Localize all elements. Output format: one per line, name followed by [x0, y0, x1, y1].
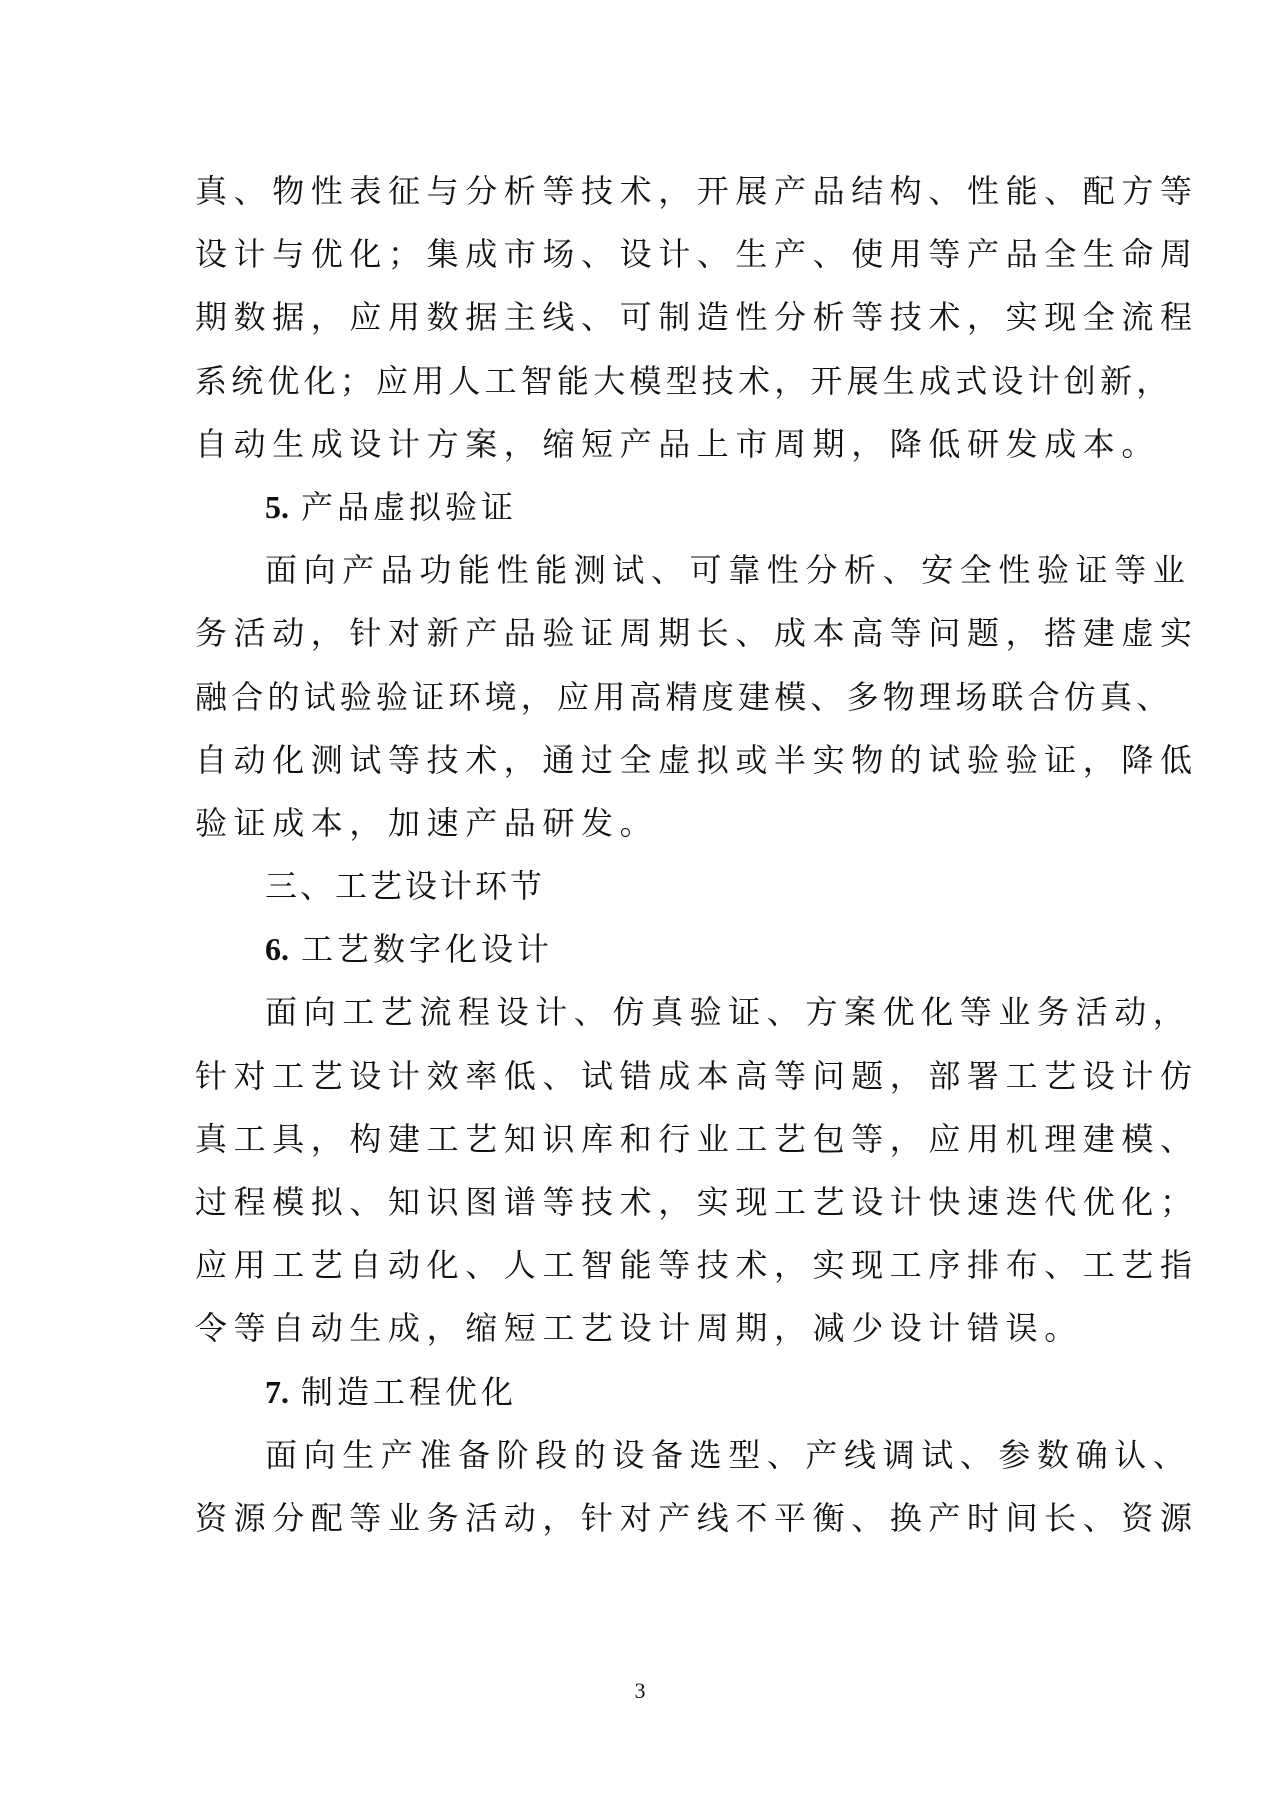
subheading-7 [195, 1361, 1087, 1424]
subheading-number: 7. [265, 1373, 289, 1410]
subheading-title: 工艺数字化设计 [301, 930, 554, 969]
text-line: 面向产品功能性能测试、可靠性分析、安全性验证等业 [265, 551, 1192, 590]
text-line: 令等自动生成，缩短工艺设计周期，减少设计错误。 [195, 1309, 1083, 1348]
text-line: 面向生产准备阶段的设备选型、产线调试、参数确认、 [265, 1435, 1192, 1474]
subheading-title: 制造工程优化 [301, 1372, 518, 1411]
subheading-number: 5. [265, 488, 289, 525]
text-line: 真、物性表征与分析等技术，开展产品结构、性能、配方等 [195, 172, 1199, 210]
paragraph-process-digital-design [195, 981, 1199, 1360]
text-line: 期数据，应用数据主线、可制造性分析等技术，实现全流程 [195, 298, 1199, 337]
section-heading-process-design [195, 855, 1087, 918]
text-line: 验证成本，加速产品研发。 [195, 803, 659, 842]
document-page [195, 160, 1199, 1550]
text-line: 务活动，针对新产品验证周期长、成本高等问题，搭建虚实 [195, 614, 1199, 653]
text-line: 自动生成设计方案，缩短产品上市周期，降低研发成本。 [195, 424, 1161, 463]
text-line: 资源分配等业务活动，针对产线不平衡、换产时间长、资源 [195, 1498, 1199, 1537]
text-line: 融合的试验验证环境，应用高精度建模、多物理场联合仿真、 [195, 677, 1173, 716]
text-line: 过程模拟、知识图谱等技术，实现工艺设计快速迭代优化； [195, 1183, 1199, 1221]
subheading-6 [195, 918, 1087, 981]
subheading-number: 6. [265, 931, 289, 968]
text-line: 针对工艺设计效率低、试错成本高等问题，部署工艺设计仿 [195, 1056, 1199, 1095]
text-line: 系统优化；应用人工智能大模型技术，开展生成式设计创新， [195, 361, 1173, 400]
text-line: 应用工艺自动化、人工智能等技术，实现工序排布、工艺指 [195, 1246, 1199, 1285]
section-title: 三、工艺设计环节 [265, 867, 546, 906]
paragraph-product-design-continued [195, 160, 1199, 476]
subheading-5 [195, 476, 1087, 539]
page-number: 3 [634, 1678, 646, 1703]
subheading-title: 产品虚拟验证 [301, 487, 518, 526]
text-line: 面向工艺流程设计、仿真验证、方案优化等业务活动， [265, 993, 1192, 1032]
text-line: 真工具，构建工艺知识库和行业工艺包等，应用机理建模、 [195, 1119, 1199, 1158]
text-line: 自动化测试等技术，通过全虚拟或半实物的试验验证，降低 [195, 740, 1199, 779]
paragraph-virtual-verification [195, 539, 1199, 855]
text-line: 设计与优化；集成市场、设计、生产、使用等产品全生命周 [195, 235, 1199, 274]
paragraph-manufacturing-engineering [195, 1424, 1199, 1550]
